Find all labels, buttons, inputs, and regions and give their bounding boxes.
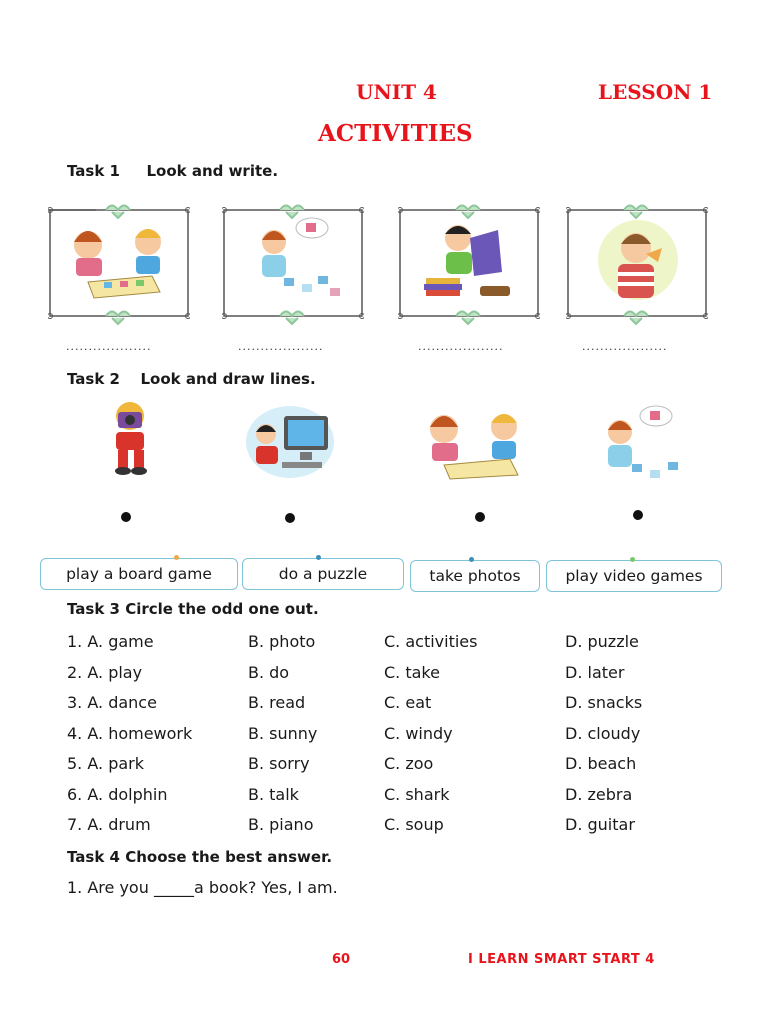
picture-frame-1 (48, 200, 190, 318)
option-a[interactable]: 2. A. play (67, 663, 143, 682)
option-a[interactable]: 1. A. game (67, 632, 154, 651)
phrase-text: play video games (565, 567, 703, 585)
match-dot-1[interactable] (121, 512, 131, 522)
phrase-text: do a puzzle (278, 565, 368, 583)
picture-frame-3 (398, 200, 540, 318)
option-a[interactable]: 5. A. park (67, 754, 144, 773)
option-c[interactable]: C. windy (384, 724, 453, 743)
page-number: 60 (332, 952, 351, 967)
option-b[interactable]: B. sorry (248, 754, 310, 773)
phrase-box-1[interactable] (40, 558, 238, 590)
answer-blank-3[interactable]: ................... (418, 340, 504, 353)
option-b[interactable]: B. photo (248, 632, 316, 651)
option-d[interactable]: D. snacks (565, 693, 643, 712)
match-dot-4[interactable] (633, 510, 643, 520)
option-c[interactable]: C. eat (384, 693, 432, 712)
phrase-text: take photos (429, 567, 521, 585)
option-d[interactable]: D. beach (565, 754, 637, 773)
page-title: ACTIVITIES (318, 120, 473, 147)
phrase-text: play a board game (66, 565, 212, 583)
pin-icon (630, 557, 635, 562)
pin-icon (316, 555, 321, 560)
book-title: I LEARN SMART START 4 (468, 952, 655, 967)
answer-blank-2[interactable]: ................... (238, 340, 324, 353)
unit-heading: UNIT 4 (356, 80, 437, 104)
picture-video-games (244, 402, 336, 484)
pin-icon (469, 557, 474, 562)
option-d[interactable]: D. puzzle (565, 632, 639, 651)
task1-heading (67, 162, 278, 180)
picture-take-photos (96, 398, 166, 482)
option-d[interactable]: D. cloudy (565, 724, 641, 743)
match-dot-2[interactable] (285, 513, 295, 523)
task2-heading (67, 370, 316, 388)
picture-board-game (418, 405, 530, 485)
task3-heading: Task 3 Circle the odd one out. (67, 600, 319, 618)
answer-blank-1[interactable]: ................... (66, 340, 152, 353)
option-d[interactable]: D. later (565, 663, 625, 682)
answer-blank-4[interactable]: ................... (582, 340, 668, 353)
phrase-box-3[interactable] (410, 560, 540, 592)
phrase-box-4[interactable] (546, 560, 722, 592)
option-c[interactable]: C. activities (384, 632, 478, 651)
option-b[interactable]: B. talk (248, 785, 299, 804)
option-a[interactable]: 6. A. dolphin (67, 785, 168, 804)
option-c[interactable]: C. soup (384, 815, 444, 834)
task4-heading: Task 4 Choose the best answer. (67, 848, 333, 866)
option-c[interactable]: C. shark (384, 785, 450, 804)
task1-instruction: Look and write. (146, 162, 279, 180)
task2-instruction: Look and draw lines. (140, 370, 316, 388)
option-a[interactable]: 4. A. homework (67, 724, 193, 743)
lesson-heading: LESSON 1 (598, 80, 713, 104)
picture-frame-2 (222, 200, 364, 318)
option-c[interactable]: C. zoo (384, 754, 434, 773)
option-d[interactable]: D. zebra (565, 785, 633, 804)
picture-frame-4 (566, 200, 708, 318)
question-1: 1. Are you _____a book? Yes, I am. (67, 878, 338, 897)
picture-puzzle (598, 402, 694, 488)
option-b[interactable]: B. piano (248, 815, 314, 834)
option-c[interactable]: C. take (384, 663, 440, 682)
task2-label: Task 2 (67, 370, 120, 388)
pin-icon (174, 555, 179, 560)
option-b[interactable]: B. do (248, 663, 290, 682)
task1-label: Task 1 (67, 162, 120, 180)
option-b[interactable]: B. sunny (248, 724, 318, 743)
phrase-box-2[interactable] (242, 558, 404, 590)
option-b[interactable]: B. read (248, 693, 306, 712)
option-a[interactable]: 3. A. dance (67, 693, 157, 712)
match-dot-3[interactable] (475, 512, 485, 522)
option-d[interactable]: D. guitar (565, 815, 635, 834)
option-a[interactable]: 7. A. drum (67, 815, 151, 834)
